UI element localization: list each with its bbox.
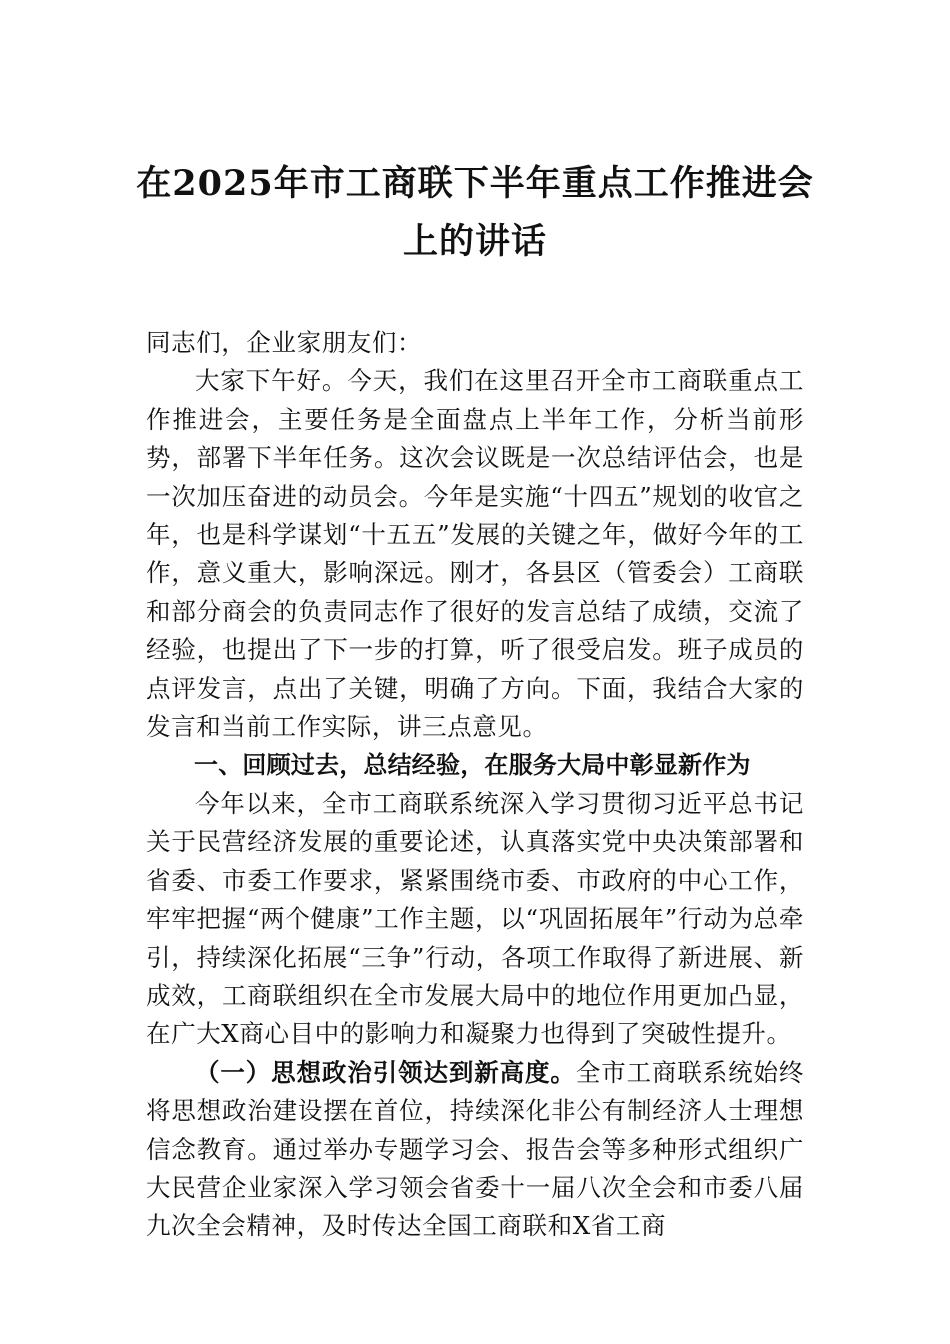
- salutation: 同志们，企业家朋友们：: [146, 328, 423, 357]
- document-body: [146, 324, 804, 1246]
- document-title: [120, 155, 830, 271]
- section-1-heading: 一、回顾过去，总结经验，在服务大局中彰显新作为: [194, 751, 751, 780]
- paragraph-opening: 大家下午好。今天，我们在这里召开全市工商联重点工作推进会，主要任务是全面盘点上半年工作，分析当前形势，部署下半年任务。这次会议既是一次总结评估会，也是一次加压奋进的动员会。今年是实施“十四五”规划的收官之年，也是科学谋划“十五五”发展的关键之年，做好今年的工作，意义重大，影响深远。刚才，各县区（管委会）工商联和部分商会的负责同志作了很好的发言总结了成绩，交流了经验，也提出了下一步的打算，听了很受启发。班子成员的点评发言，点出了关键，明确了方向。下面，我结合大家的发言和当前工作实际，讲三点意见。: [146, 366, 804, 742]
- paragraph-subsection-1: [146, 1054, 804, 1246]
- subsection-1-text: 全市工商联系统始终将思想政治建设摆在首位，持续深化非公有制经济人士理想信念教育。通过举办专题学习会、报告会等多种形式组织广大民营企业家深入学习领会省委十一届八次全会和市委八届九次全会精神，及时传达全国工商联和X省工商: [146, 1057, 805, 1241]
- title-line-1: 在2025年市工商联下半年重点工作推进会: [136, 163, 814, 204]
- paragraph-review: 今年以来，全市工商联系统深入学习贯彻习近平总书记关于民营经济发展的重要论述，认真落实党中央决策部署和省委、市委工作要求，紧紧围绕市委、市政府的中心工作，牢牢把握“两个健康”工作主题，以“巩固拓展年”行动为总牵引，持续深化拓展“三争”行动，各项工作取得了新进展、新成效，工商联组织在全市发展大局中的地位作用更加凸显，在广大X商心目中的影响力和凝聚力也得到了突破性提升。: [146, 788, 804, 1049]
- subsection-1-heading: （一）思想政治引领达到新高度。: [195, 1057, 576, 1087]
- title-line-2: 上的讲话: [402, 221, 547, 262]
